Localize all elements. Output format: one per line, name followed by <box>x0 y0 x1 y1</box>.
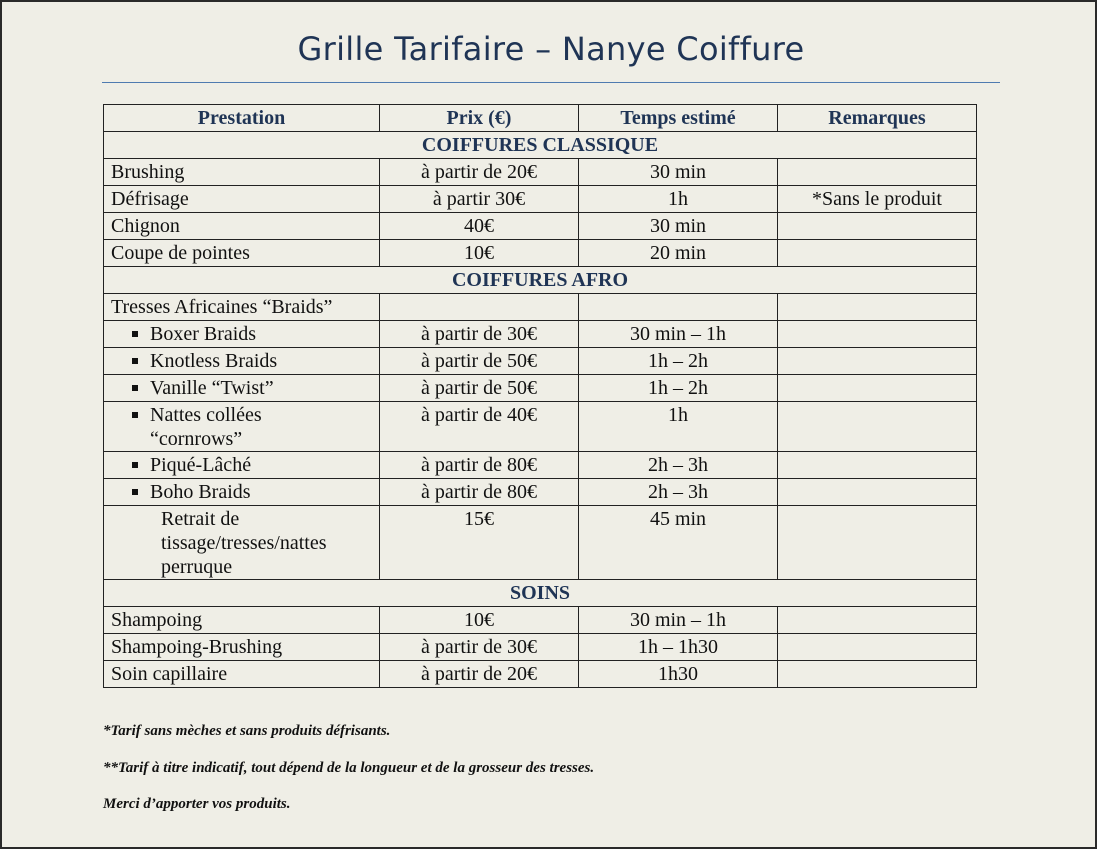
footnote-1: *Tarif sans mèches et sans produits défrisants. <box>103 723 391 739</box>
header-prestation: Prestation <box>104 105 380 132</box>
bullet-icon <box>120 403 150 427</box>
cell-prestation: Défrisage <box>104 186 380 213</box>
cell-temps: 30 min <box>579 213 778 240</box>
cell-temps: 45 min <box>579 506 778 580</box>
section-heading-afro: COIFFURES AFRO <box>104 267 977 294</box>
cell-prix: 10€ <box>380 607 579 634</box>
cell-prestation: Brushing <box>104 159 380 186</box>
footnote-3: Merci d’apporter vos produits. <box>103 796 291 812</box>
cell-prix: à partir de 80€ <box>380 479 579 506</box>
cell-prestation: Boho Braids <box>104 479 380 506</box>
cell-prix: à partir de 50€ <box>380 348 579 375</box>
table-row <box>104 402 977 452</box>
cell-temps: 1h – 1h30 <box>579 634 778 661</box>
cell-prix: à partir de 80€ <box>380 452 579 479</box>
bullet-icon <box>120 349 150 373</box>
cell-remarques: *Sans le produit <box>778 186 977 213</box>
table-header-row <box>104 105 977 132</box>
table-row <box>104 321 977 348</box>
cell-prestation: Coupe de pointes <box>104 240 380 267</box>
cell-remarques <box>778 159 977 186</box>
cell-temps: 1h30 <box>579 661 778 688</box>
cell-temps: 2h – 3h <box>579 479 778 506</box>
cell-prix: à partir de 30€ <box>380 634 579 661</box>
cell-prix: à partir 30€ <box>380 186 579 213</box>
bullet-icon <box>120 453 150 477</box>
cell-temps: 1h <box>579 402 778 452</box>
cell-prestation: Vanille “Twist” <box>104 375 380 402</box>
bullet-icon <box>120 376 150 400</box>
cell-temps: 30 min – 1h <box>579 321 778 348</box>
section-heading-classique: COIFFURES CLASSIQUE <box>104 132 977 159</box>
cell-remarques <box>778 375 977 402</box>
cell-remarques <box>778 479 977 506</box>
cell-prestation: Nattes collées “cornrows” <box>104 402 380 452</box>
cell-prix: à partir de 20€ <box>380 159 579 186</box>
cell-temps: 30 min – 1h <box>579 607 778 634</box>
cell-prix: 40€ <box>380 213 579 240</box>
table-row <box>104 661 977 688</box>
cell-prestation: Shampoing <box>104 607 380 634</box>
table-row <box>104 634 977 661</box>
cell-remarques <box>778 506 977 580</box>
bullet-icon <box>120 322 150 346</box>
cell-remarques <box>778 634 977 661</box>
table-row <box>104 213 977 240</box>
cell-remarques <box>778 213 977 240</box>
table-row <box>104 375 977 402</box>
table-row <box>104 348 977 375</box>
cell-remarques <box>778 661 977 688</box>
cell-prestation: Knotless Braids <box>104 348 380 375</box>
cell-temps: 30 min <box>579 159 778 186</box>
bullet-icon <box>120 480 150 504</box>
cell-temps: 2h – 3h <box>579 452 778 479</box>
title-underline <box>102 82 1000 83</box>
cell-remarques <box>778 402 977 452</box>
header-prix: Prix (€) <box>380 105 579 132</box>
cell-prix: à partir de 50€ <box>380 375 579 402</box>
cell-prix: à partir de 20€ <box>380 661 579 688</box>
cell-prix: à partir de 30€ <box>380 321 579 348</box>
footnote-2: **Tarif à titre indicatif, tout dépend de la longueur et de la grosseur des tresses. <box>103 760 595 776</box>
table-row-group <box>104 294 977 321</box>
price-table <box>103 104 977 688</box>
cell-group-title: Tresses Africaines “Braids” <box>104 294 380 321</box>
cell-remarques <box>778 348 977 375</box>
page-title: Grille Tarifaire – Nanye Coiffure <box>297 30 805 68</box>
cell-remarques <box>778 607 977 634</box>
table-row <box>104 506 977 580</box>
cell-temps: 1h <box>579 186 778 213</box>
cell-prestation: Retrait de tissage/tresses/nattes perruque <box>104 506 380 580</box>
cell-prestation: Piqué-Lâché <box>104 452 380 479</box>
cell-prestation: Shampoing-Brushing <box>104 634 380 661</box>
cell-remarques <box>778 452 977 479</box>
cell-prix: 10€ <box>380 240 579 267</box>
cell-prix: 15€ <box>380 506 579 580</box>
cell-remarques <box>778 240 977 267</box>
header-temps: Temps estimé <box>579 105 778 132</box>
table-row <box>104 452 977 479</box>
cell-temps: 1h – 2h <box>579 375 778 402</box>
cell-prestation: Soin capillaire <box>104 661 380 688</box>
cell-prix: à partir de 40€ <box>380 402 579 452</box>
cell-prestation: Chignon <box>104 213 380 240</box>
header-remarques: Remarques <box>778 105 977 132</box>
table-row <box>104 159 977 186</box>
cell-temps: 20 min <box>579 240 778 267</box>
cell-prestation: Boxer Braids <box>104 321 380 348</box>
section-heading-soins: SOINS <box>104 580 977 607</box>
table-row <box>104 186 977 213</box>
cell-remarques <box>778 321 977 348</box>
table-row <box>104 479 977 506</box>
table-row <box>104 240 977 267</box>
cell-temps: 1h – 2h <box>579 348 778 375</box>
table-row <box>104 607 977 634</box>
